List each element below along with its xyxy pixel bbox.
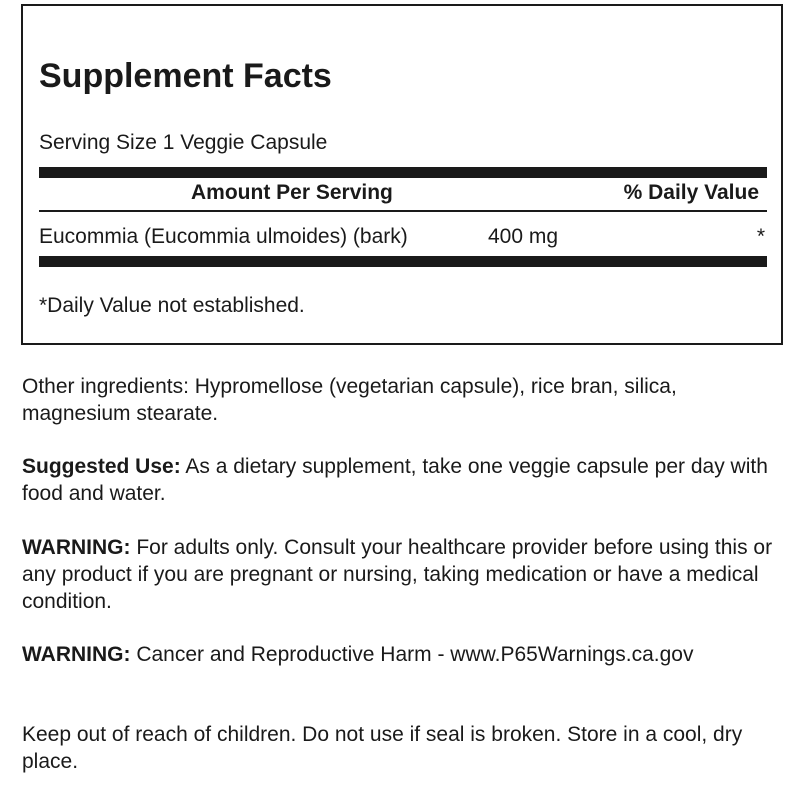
suggested-use (22, 453, 782, 507)
prop65-warning-label: WARNING: (22, 643, 131, 666)
suggested-use-text: As a dietary supplement, take one veggie capsule per day with food and water. (22, 455, 768, 505)
storage-instructions: Keep out of reach of children. Do not use if seal is broken. Store in a cool, dry place. (22, 723, 743, 773)
general-warning (22, 534, 782, 615)
thin-divider (39, 210, 767, 212)
serving-size: Serving Size 1 Veggie Capsule (39, 131, 328, 154)
thick-divider-top (39, 167, 767, 178)
amount-per-serving-header: Amount Per Serving (191, 181, 393, 204)
general-warning-text: For adults only. Consult your healthcare provider before using this or any product if you are pregnant or nursing, taking medication or have a medical condition. (22, 536, 773, 613)
prop65-warning-text: Cancer and Reproductive Harm - www.P65Warnings.ca.gov (130, 643, 694, 666)
ingredient-daily-value: * (756, 225, 765, 248)
thick-divider-bottom (39, 256, 767, 267)
supplement-facts-panel (21, 4, 783, 345)
other-ingredients: Other ingredients: Hypromellose (vegetarian capsule), rice bran, silica, magnesium stearate. (22, 375, 677, 425)
ingredient-name: Eucommia (Eucommia ulmoides) (bark) (39, 225, 408, 248)
daily-value-footnote: *Daily Value not established. (39, 294, 305, 317)
ingredient-amount: 400 mg (488, 225, 559, 248)
prop65-warning (22, 641, 782, 668)
suggested-use-label: Suggested Use: (22, 455, 181, 478)
general-warning-label: WARNING: (22, 536, 131, 559)
facts-title: Supplement Facts (39, 57, 332, 95)
daily-value-header: % Daily Value (623, 181, 759, 204)
